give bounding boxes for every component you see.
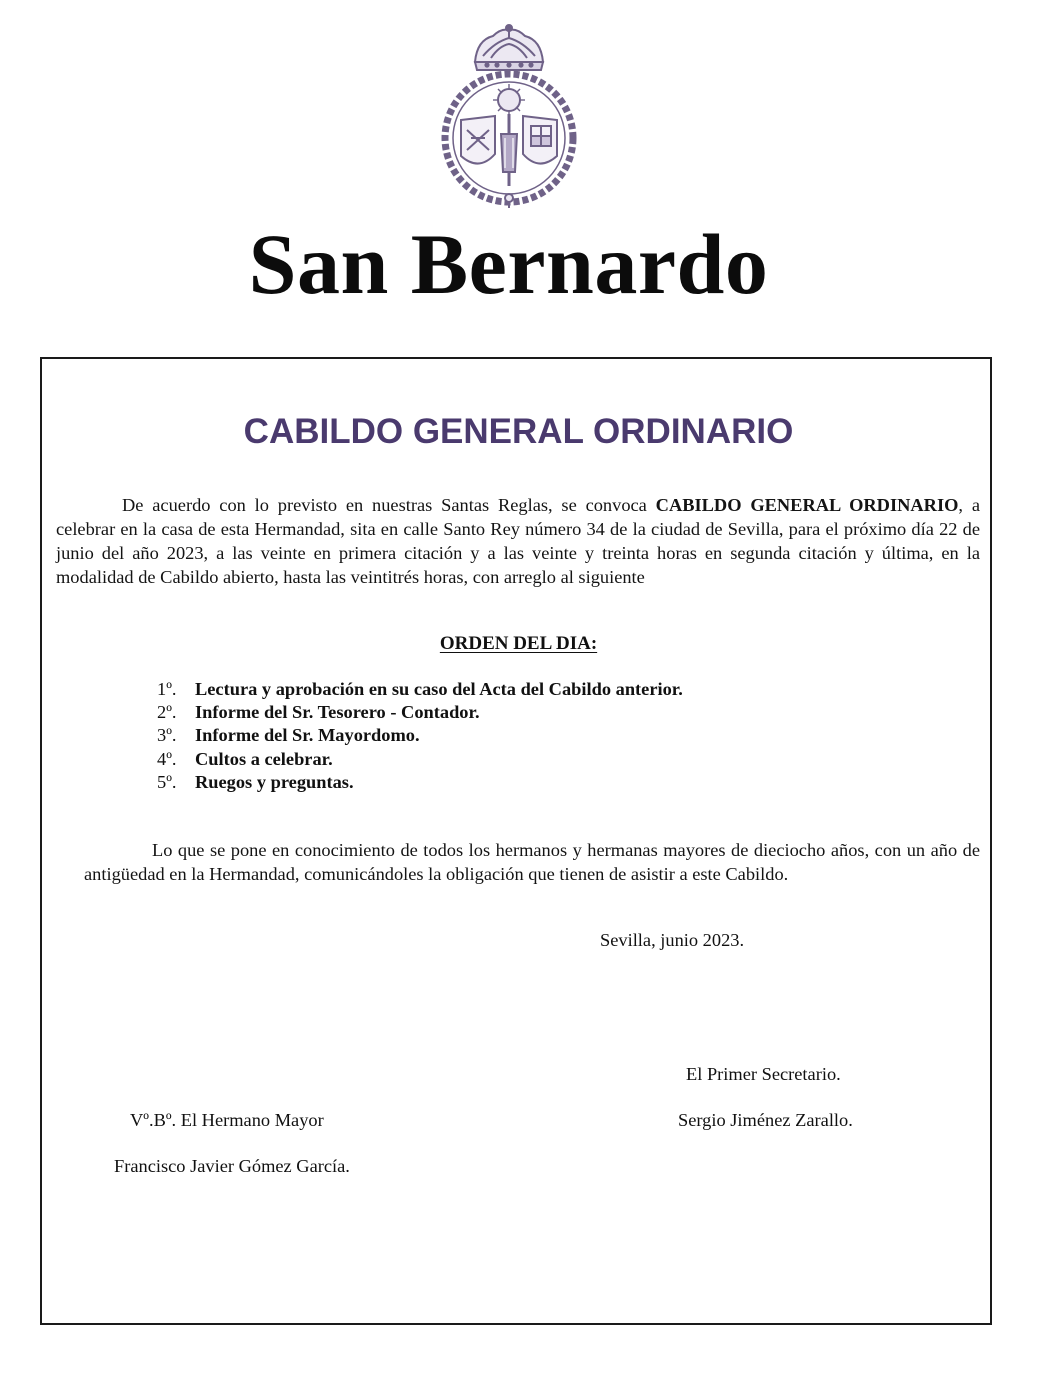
agenda-item-text: Informe del Sr. Tesorero - Contador. [195, 702, 480, 723]
agenda-item [157, 771, 877, 794]
agenda-heading: ORDEN DEL DIA: [439, 633, 598, 654]
agenda-item-text: Lectura y aprobación en su caso del Acta del Cabildo anterior. [195, 679, 683, 699]
agenda-item-number: 5º. [157, 771, 177, 792]
notice-paragraph [84, 838, 980, 886]
agenda-item [157, 701, 877, 724]
agenda-list [157, 678, 877, 794]
agenda-item-number: 4º. [157, 748, 177, 769]
hermano-mayor-role: Vº.Bº. El Hermano Mayor [130, 1110, 324, 1130]
page-title: San Bernardo [248, 216, 769, 312]
intro-paragraph [56, 493, 980, 589]
agenda-item [157, 748, 877, 771]
intro-text-bold: CABILDO GENERAL ORDINARIO [655, 495, 959, 515]
intro-text-end: , a celebrar en la casa de esta Hermandad, sita en calle Santo Rey número 34 de la ciudad de Sevilla, para el próximo día 22 de junio del año 2023, a las veinte en primera citación y a las veinte y treinta horas en segunda citación y última, en la modalidad de Cabildo abierto, hasta las veintitrés horas, con arreglo al siguiente [56, 495, 981, 587]
agenda-item-number: 3º. [157, 725, 177, 746]
date-line: Sevilla, junio 2023. [600, 930, 745, 950]
secretary-role: El Primer Secretario. [686, 1064, 841, 1084]
document-title: CABILDO GENERAL ORDINARIO [243, 412, 794, 451]
agenda-item-text: Ruegos y preguntas. [195, 771, 354, 792]
agenda-item-number: 2º. [157, 702, 177, 723]
intro-text-start: De acuerdo con lo previsto en nuestras Santas Reglas, se convoca [122, 495, 656, 515]
agenda-item [157, 678, 877, 701]
agenda-item-text: Cultos a celebrar. [195, 748, 333, 769]
secretary-name: Sergio Jiménez Zarallo. [678, 1110, 853, 1130]
agenda-item-text: Informe del Sr. Mayordomo. [195, 725, 420, 746]
notice-text: Lo que se pone en conocimiento de todos los hermanos y hermanas mayores de dieciocho años, con un año de antigüedad en la Hermandad, comunicándoles la obligación que tienen de asistir a este Cabildo. [84, 840, 980, 884]
brotherhood-crest-icon [437, 22, 581, 210]
agenda-item-number: 1º. [157, 679, 177, 699]
hermano-mayor-name: Francisco Javier Gómez García. [114, 1156, 350, 1176]
agenda-item [157, 724, 877, 747]
